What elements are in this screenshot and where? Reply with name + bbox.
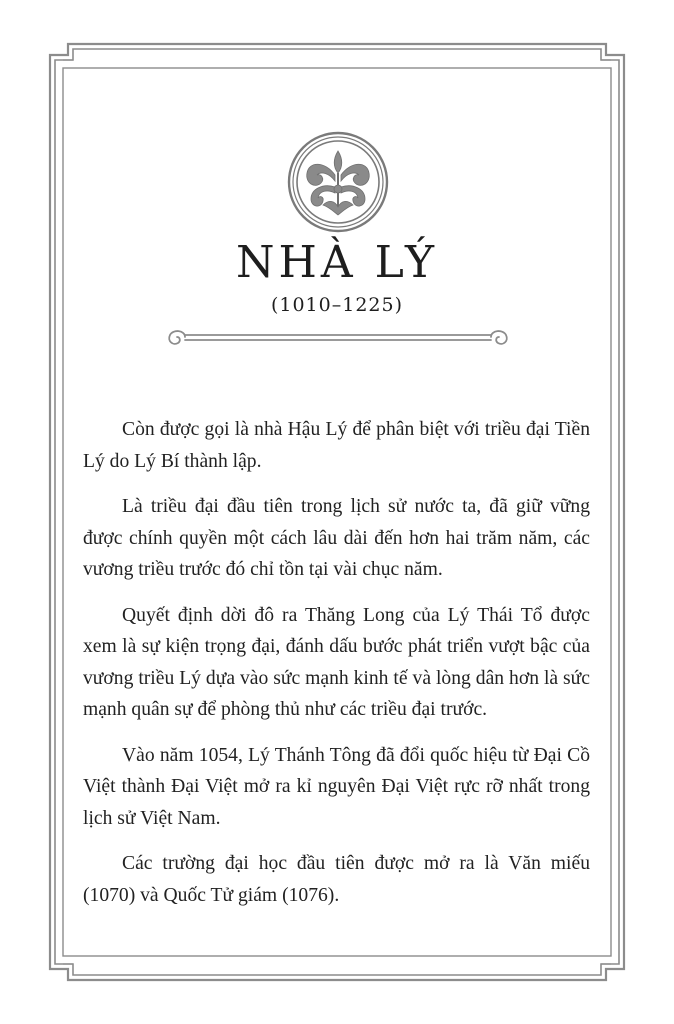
ornamental-divider — [163, 324, 513, 350]
paragraph: Vào năm 1054, Lý Thánh Tông đã đổi quốc hiệu từ Đại Cồ Việt thành Đại Việt mở ra kỉ nguyên Đại Việt rực rỡ nhất trong lịch sử Việt Nam. — [83, 744, 590, 829]
paragraph: Là triều đại đầu tiên trong lịch sử nước ta, đã giữ vững được chính quyền một cách lâu dài đến hơn hai trăm năm, các vương triều trước đó chỉ tồn tại vài chục năm. — [83, 496, 590, 580]
paragraph: Quyết định dời đô ra Thăng Long của Lý Thái Tổ được xem là sự kiện trọng đại, đánh dấu bước phát triển vượt bậc của vương triều Lý dựa vào sức mạnh kinh tế và lòng dân hơn là sức mạnh quân sự để phòng thủ như các triều đại trước. — [83, 604, 590, 720]
page-subtitle-years: (1010–1225) — [270, 294, 404, 316]
paragraph: Còn được gọi là nhà Hậu Lý để phân biệt với triều đại Tiền Lý do Lý Bí thành lập. — [83, 419, 590, 472]
page-title: NHÀ LÝ — [235, 237, 439, 288]
paragraph: Các trường đại học đầu tiên được mở ra là Văn miếu (1070) và Quốc Tử giám (1076). — [83, 853, 590, 906]
body-text — [83, 414, 590, 925]
lotus-medallion-icon — [287, 131, 389, 233]
